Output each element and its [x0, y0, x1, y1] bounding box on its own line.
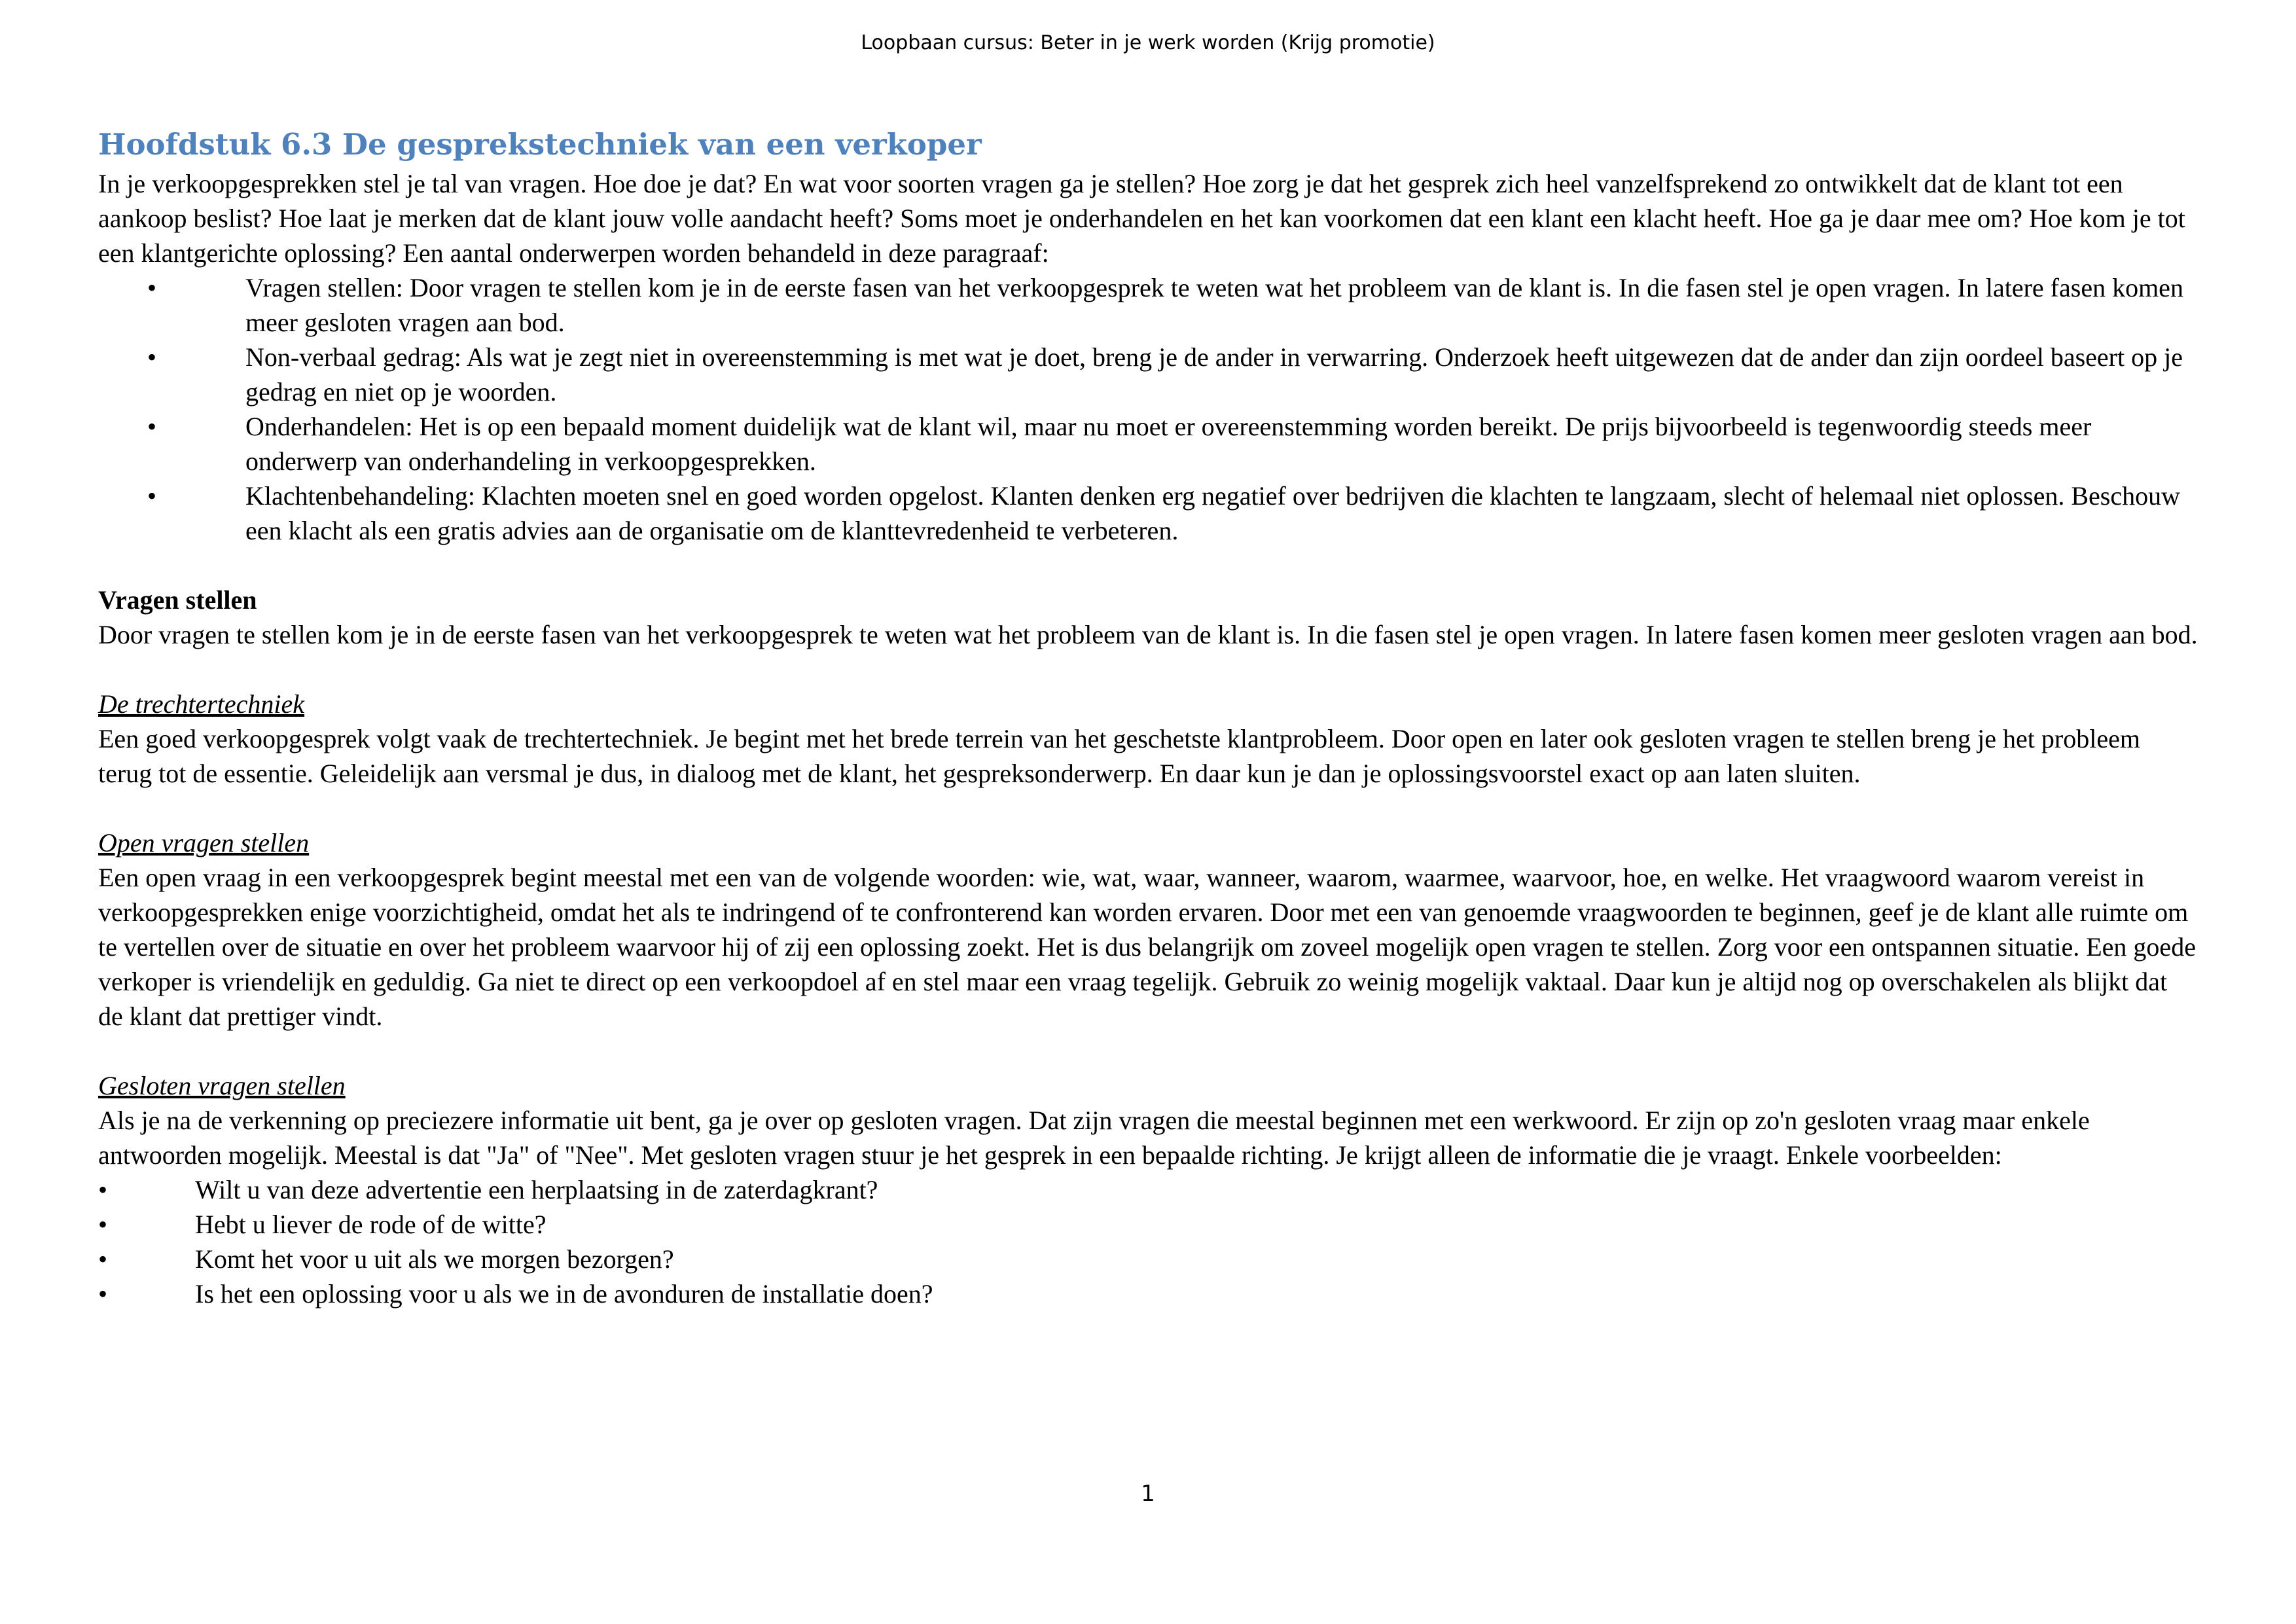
- bullet-icon: •: [147, 342, 157, 372]
- list-item: [98, 270, 2198, 340]
- page-number: 1: [1141, 1481, 1155, 1507]
- spacer: [98, 548, 2198, 583]
- section-paragraph: Een goed verkoopgesprek volgt vaak de trechtertechniek. Je begint met het brede terrein van het geschetste klantprobleem. Door open en later ook gesloten vragen te stellen breng je het probleem terug tot de essentie. Geleidelijk aan versmal je dus, in dialoog met de klant, het gespreksonderwerp. En daar kun je dan je oplossingsvoorstel exact op aan laten sluiten.: [98, 724, 2140, 788]
- bullet-icon: •: [147, 273, 157, 302]
- subsection-heading-trechtertechniek: De trechtertechniek: [98, 689, 305, 719]
- topic-list: [98, 270, 2198, 548]
- section-paragraph: Een open vraag in een verkoopgesprek begint meestal met een van de volgende woorden: wie, wat, waar, wanneer, waarom, waarmee, waarvoor, hoe, en welke. Het vraagwoord waarom vereist in verkoopgesprekken enige voorzichtigheid, omdat het als te indringend of te confronterend kan worden ervaren. Door met een van genoemde vraagwoorden te beginnen, geef je de klant alle ruimte om te vertellen over de situatie en over het probleem waarvoor hij of zij een oplossing zoekt. Het is dus belangrijk om zoveel mogelijk open vragen te stellen. Zorg voor een ontspannen situatie. Een goede verkoper is vriendelijk en geduldig. Ga niet te direct op een verkoopdoel af en stel maar een vraag tegelijk. Gebruik zo weinig mogelijk vaktaal. Daar kun je altijd nog op overschakelen als blijkt dat de klant dat prettiger vindt.: [98, 863, 2196, 1031]
- spacer: [98, 791, 2198, 825]
- list-item-text: Hebt u liever de rode of de witte?: [195, 1210, 547, 1239]
- running-header: Loopbaan cursus: Beter in je werk worden (Krijg promotie): [861, 31, 1435, 54]
- list-item-text: Is het een oplossing voor u als we in de avonduren de installatie doen?: [195, 1279, 933, 1308]
- section-paragraph: Door vragen te stellen kom je in de eerste fasen van het verkoopgesprek te weten wat het probleem van de klant is. In die fasen stel je open vragen. In latere fasen komen meer gesloten vragen aan bod.: [98, 620, 2198, 649]
- bullet-icon: •: [98, 1210, 108, 1239]
- list-item-text: Komt het voor u uit als we morgen bezorgen?: [195, 1244, 674, 1274]
- example-list: [98, 1172, 2198, 1311]
- bullet-icon: •: [98, 1175, 108, 1204]
- list-item: [98, 1276, 2198, 1311]
- bullet-icon: •: [98, 1279, 108, 1308]
- list-item: [98, 340, 2198, 409]
- subsection-heading-open-vragen: Open vragen stellen: [98, 828, 310, 857]
- spacer: [98, 1034, 2198, 1068]
- list-item-text: Non-verbaal gedrag: Als wat je zegt niet in overeenstemming is met wat je doet, breng je de ander in verwarring. Onderzoek heeft uitgewezen dat de ander dan zijn oordeel baseert op je gedrag en niet op je woorden.: [245, 342, 2183, 406]
- list-item-text: Wilt u van deze advertentie een herplaatsing in de zaterdagkrant?: [195, 1175, 878, 1204]
- list-item-text: Klachtenbehandeling: Klachten moeten snel en goed worden opgelost. Klanten denken erg negatief over bedrijven die klachten te langzaam, slecht of helemaal niet oplossen. Beschouw een klacht als een gratis advies aan de organisatie om de klanttevredenheid te verbeteren.: [245, 481, 2181, 545]
- list-item: [98, 1207, 2198, 1242]
- list-item-text: Vragen stellen: Door vragen te stellen kom je in de eerste fasen van het verkoopgesprek te weten wat het probleem van de klant is. In die fasen stel je open vragen. In latere fasen komen meer gesloten vragen aan bod.: [245, 273, 2183, 337]
- bullet-icon: •: [147, 412, 157, 441]
- list-item: [98, 1172, 2198, 1207]
- bullet-icon: •: [147, 481, 157, 511]
- list-item: [98, 1242, 2198, 1276]
- section-paragraph: Als je na de verkenning op preciezere informatie uit bent, ga je over op gesloten vragen. Dat zijn vragen die meestal beginnen met een werkwoord. Er zijn op zo'n gesloten vraag maar enkele antwoorden mogelijk. Meestal is dat "Ja" of "Nee". Met gesloten vragen stuur je het gesprek in een bepaalde richting. Je krijgt alleen de informatie die je vraagt. Enkele voorbeelden:: [98, 1106, 2090, 1170]
- list-item: [98, 478, 2198, 548]
- subsection-heading-gesloten-vragen: Gesloten vragen stellen: [98, 1071, 346, 1100]
- list-item: [98, 409, 2198, 478]
- bullet-icon: •: [98, 1244, 108, 1274]
- intro-paragraph: In je verkoopgesprekken stel je tal van vragen. Hoe doe je dat? En wat voor soorten vragen ga je stellen? Hoe zorg je dat het gesprek zich heel vanzelfsprekend zo ontwikkelt dat de klant tot een aankoop beslist? Hoe laat je merken dat de klant jouw volle aandacht heeft? Soms moet je onderhandelen en het kan voorkomen dat een klant een klacht heeft. Hoe ga je daar mee om? Hoe kom je tot een klantgerichte oplossing? Een aantal onderwerpen worden behandeld in deze paragraaf:: [98, 169, 2185, 268]
- list-item-text: Onderhandelen: Het is op een bepaald moment duidelijk wat de klant wil, maar nu moet er overeenstemming worden bereikt. De prijs bijvoorbeeld is tegenwoordig steeds meer onderwerp van onderhandeling in verkoopgesprekken.: [245, 412, 2092, 476]
- spacer: [98, 652, 2198, 687]
- section-heading-vragen-stellen: Vragen stellen: [98, 585, 257, 615]
- page-content: [98, 124, 2198, 1311]
- chapter-heading: Hoofdstuk 6.3 De gesprekstechniek van een verkoper: [98, 127, 982, 162]
